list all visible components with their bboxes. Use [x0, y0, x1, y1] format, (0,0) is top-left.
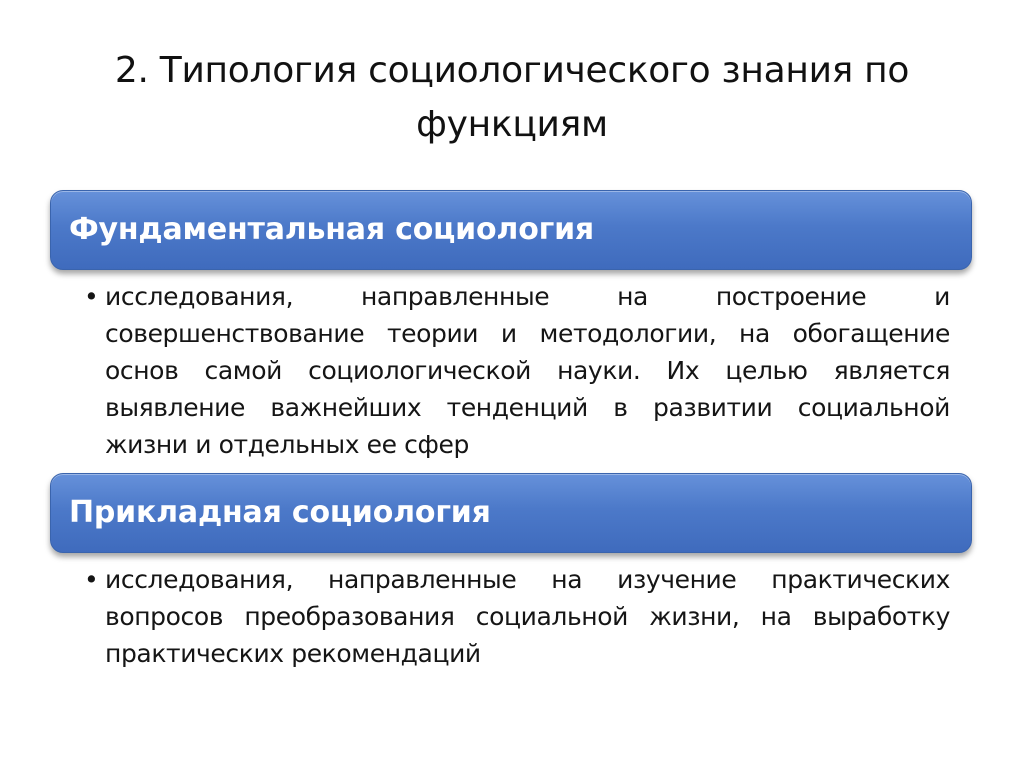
fundamental-sociology-text: исследования, направленные на построение и совершенствование теории и методологии, на обогащение основ самой социологической науки. Их целью является выявление важнейших тенденций в развитии социальной жизни и отдельных ее сфер	[105, 282, 950, 459]
slide-title: 2. Типология социологического знания по функциям	[114, 50, 910, 145]
applied-sociology-header	[50, 473, 972, 553]
bullet-marker: •	[84, 282, 99, 311]
fundamental-sociology-description	[84, 278, 950, 463]
applied-sociology-text: исследования, направленные на изучение практических вопросов преобразования социальной жизни, на выработку практических рекомендаций	[105, 565, 950, 668]
bullet-marker: •	[84, 565, 99, 594]
fundamental-sociology-heading: Фундаментальная социология	[69, 212, 594, 247]
fundamental-sociology-header	[50, 190, 972, 270]
applied-sociology-description	[84, 561, 950, 672]
applied-sociology-heading: Прикладная социология	[69, 495, 491, 530]
